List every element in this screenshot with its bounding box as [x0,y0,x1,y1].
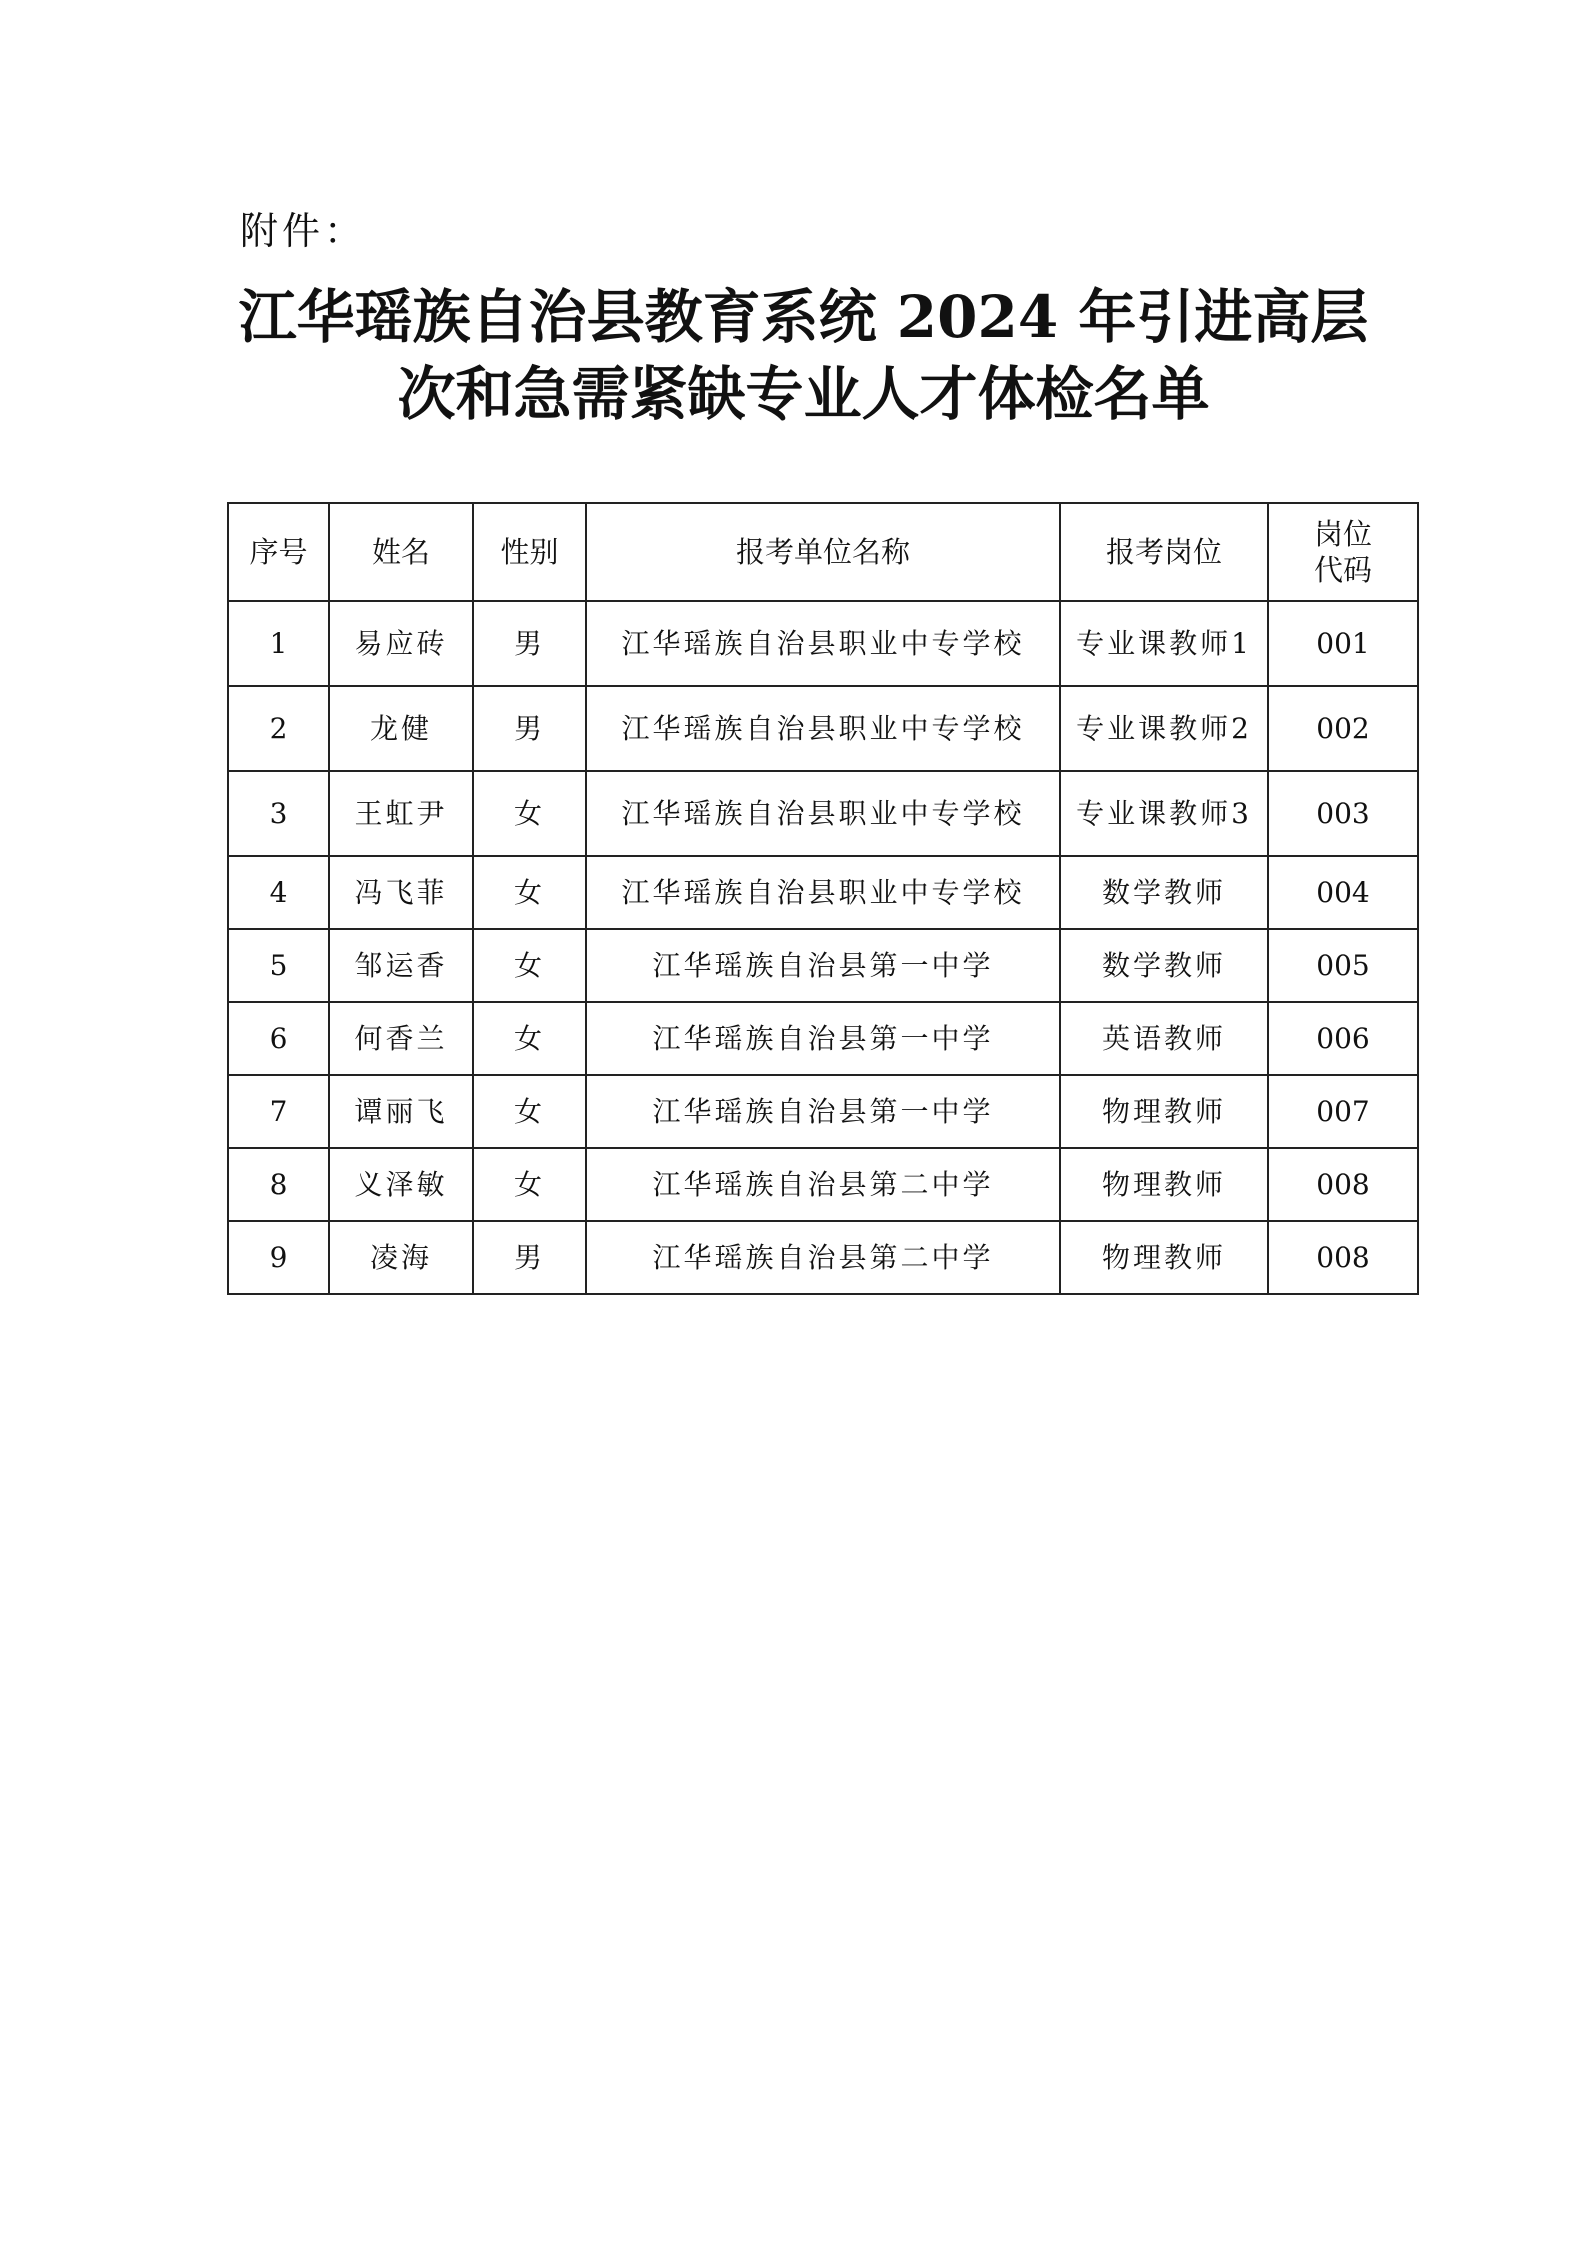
table-row [228,686,1418,771]
table-row [228,856,1418,929]
cell-gender: 男 [473,601,586,686]
cell-code: 001 [1268,601,1418,686]
cell-index: 3 [228,771,329,856]
header-gender: 性别 [473,503,586,601]
cell-gender: 女 [473,856,586,929]
header-unit: 报考单位名称 [586,503,1060,601]
table-row [228,929,1418,1002]
cell-code: 006 [1268,1002,1418,1075]
cell-gender: 男 [473,686,586,771]
cell-unit: 江华瑶族自治县第二中学 [586,1221,1060,1294]
cell-unit: 江华瑶族自治县第一中学 [586,1002,1060,1075]
cell-unit: 江华瑶族自治县第一中学 [586,929,1060,1002]
cell-post: 物理教师 [1060,1075,1268,1148]
cell-gender: 女 [473,1148,586,1221]
table-row [228,1002,1418,1075]
document-title-line-2: 次和急需紧缺专业人才体检名单 [397,360,1210,428]
cell-name: 义泽敏 [329,1148,473,1221]
cell-name: 王虹尹 [329,771,473,856]
header-code-label: 岗位代码 [1313,517,1372,587]
cell-unit: 江华瑶族自治县第一中学 [586,1075,1060,1148]
table-row [228,1075,1418,1148]
table-row [228,1221,1418,1294]
cell-post: 数学教师 [1060,856,1268,929]
cell-gender: 男 [473,1221,586,1294]
cell-index: 8 [228,1148,329,1221]
cell-index: 9 [228,1221,329,1294]
header-code [1268,503,1418,601]
cell-post [1060,601,1268,686]
cell-name: 谭丽飞 [329,1075,473,1148]
cell-name: 冯飞菲 [329,856,473,929]
table-row [228,771,1418,856]
cell-unit: 江华瑶族自治县职业中专学校 [586,686,1060,771]
cell-index: 5 [228,929,329,1002]
table-row [228,601,1418,686]
cell-post [1060,686,1268,771]
attachment-label: 附件： [240,209,367,253]
cell-unit: 江华瑶族自治县职业中专学校 [586,601,1060,686]
cell-name: 凌海 [329,1221,473,1294]
cell-unit: 江华瑶族自治县职业中专学校 [586,856,1060,929]
cell-unit: 江华瑶族自治县职业中专学校 [586,771,1060,856]
cell-post-label: 专业课教师3 [1076,796,1252,830]
cell-code: 002 [1268,686,1418,771]
cell-code: 008 [1268,1221,1418,1294]
cell-code: 005 [1268,929,1418,1002]
cell-post: 英语教师 [1060,1002,1268,1075]
table-row [228,1148,1418,1221]
header-post: 报考岗位 [1060,503,1268,601]
cell-code: 008 [1268,1148,1418,1221]
cell-name: 何香兰 [329,1002,473,1075]
cell-name: 易应砖 [329,601,473,686]
cell-index: 4 [228,856,329,929]
cell-post: 物理教师 [1060,1221,1268,1294]
cell-gender: 女 [473,771,586,856]
cell-index: 7 [228,1075,329,1148]
cell-post-label: 专业课教师2 [1076,711,1252,745]
cell-post: 数学教师 [1060,929,1268,1002]
cell-code: 007 [1268,1075,1418,1148]
table-header-row [228,503,1418,601]
cell-name: 龙健 [329,686,473,771]
cell-gender: 女 [473,1002,586,1075]
cell-index: 1 [228,601,329,686]
cell-code: 004 [1268,856,1418,929]
document-title-line-1: 江华瑶族自治县教育系统 2024 年引进高层 [238,283,1369,351]
physical-exam-roster-table [227,502,1419,1295]
cell-index: 2 [228,686,329,771]
header-index: 序号 [228,503,329,601]
cell-index: 6 [228,1002,329,1075]
cell-name: 邹运香 [329,929,473,1002]
header-name: 姓名 [329,503,473,601]
cell-gender: 女 [473,1075,586,1148]
cell-unit: 江华瑶族自治县第二中学 [586,1148,1060,1221]
cell-post [1060,771,1268,856]
cell-code: 003 [1268,771,1418,856]
cell-post-label: 专业课教师1 [1076,626,1252,660]
cell-post: 物理教师 [1060,1148,1268,1221]
cell-gender: 女 [473,929,586,1002]
